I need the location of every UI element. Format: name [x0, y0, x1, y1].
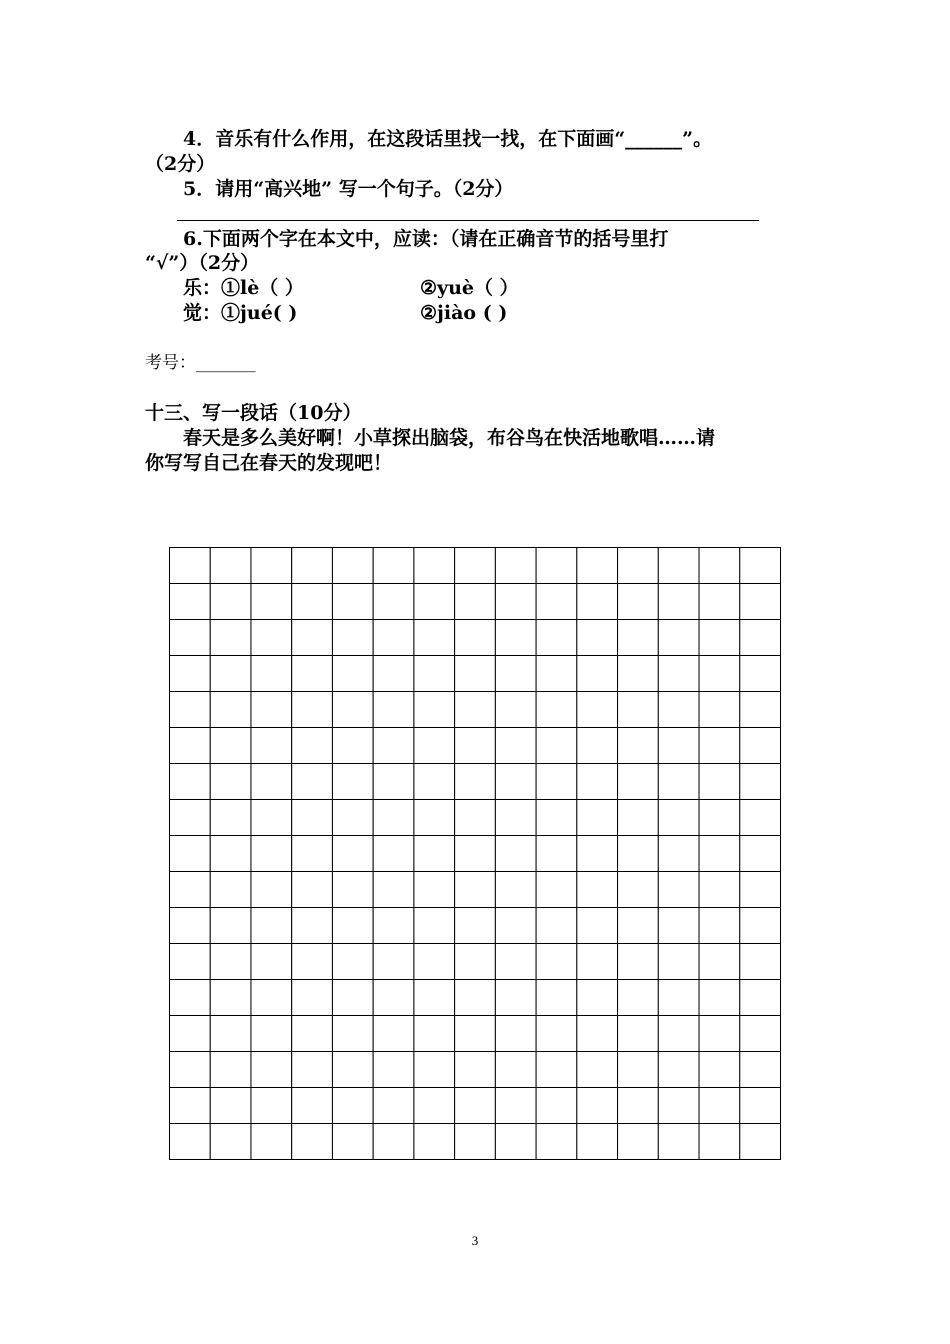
grid-cell[interactable]: [170, 908, 211, 944]
section-13-prompt-line-1: 春天是多么美好啊！小草探出脑袋，布谷鸟在快活地歌唱……请: [183, 427, 716, 449]
grid-cell[interactable]: [170, 548, 211, 584]
grid-cell[interactable]: [170, 1124, 211, 1160]
grid-cell[interactable]: [210, 800, 251, 836]
grid-cell[interactable]: [536, 1124, 577, 1160]
grid-cell[interactable]: [577, 800, 618, 836]
grid-cell[interactable]: [455, 584, 496, 620]
grid-cell[interactable]: [618, 620, 659, 656]
grid-cell[interactable]: [495, 872, 536, 908]
grid-cell[interactable]: [455, 980, 496, 1016]
grid-cell[interactable]: [699, 692, 740, 728]
grid-cell[interactable]: [210, 728, 251, 764]
grid-cell[interactable]: [495, 800, 536, 836]
grid-cell[interactable]: [658, 584, 699, 620]
grid-cell[interactable]: [495, 944, 536, 980]
grid-cell[interactable]: [210, 1052, 251, 1088]
grid-cell[interactable]: [373, 620, 414, 656]
grid-cell[interactable]: [414, 908, 455, 944]
grid-cell[interactable]: [699, 944, 740, 980]
grid-cell[interactable]: [699, 764, 740, 800]
grid-cell[interactable]: [292, 944, 333, 980]
grid-cell[interactable]: [577, 908, 618, 944]
grid-cell[interactable]: [740, 692, 781, 728]
grid-cell[interactable]: [414, 692, 455, 728]
grid-cell[interactable]: [658, 656, 699, 692]
pinyin-option-jiao: ②jiào ( ): [420, 302, 508, 324]
question-5-line-1: 5．请用“高兴地” 写一个句子。（2分）: [183, 178, 514, 200]
grid-cell[interactable]: [740, 872, 781, 908]
grid-cell[interactable]: [658, 1124, 699, 1160]
grid-cell[interactable]: [210, 836, 251, 872]
grid-cell[interactable]: [251, 800, 292, 836]
grid-cell[interactable]: [170, 1016, 211, 1052]
grid-cell[interactable]: [251, 764, 292, 800]
grid-cell[interactable]: [373, 692, 414, 728]
grid-cell[interactable]: [251, 872, 292, 908]
grid-cell[interactable]: [536, 728, 577, 764]
grid-cell[interactable]: [455, 1088, 496, 1124]
grid-cell[interactable]: [210, 764, 251, 800]
grid-cell[interactable]: [332, 908, 373, 944]
grid-cell[interactable]: [332, 872, 373, 908]
grid-cell[interactable]: [210, 944, 251, 980]
grid-cell[interactable]: [577, 728, 618, 764]
grid-cell[interactable]: [455, 656, 496, 692]
grid-cell[interactable]: [699, 620, 740, 656]
grid-cell[interactable]: [658, 908, 699, 944]
grid-cell[interactable]: [414, 836, 455, 872]
grid-cell[interactable]: [699, 1052, 740, 1088]
grid-cell[interactable]: [332, 692, 373, 728]
grid-cell[interactable]: [455, 1124, 496, 1160]
grid-cell[interactable]: [332, 1016, 373, 1052]
grid-cell[interactable]: [332, 548, 373, 584]
grid-cell[interactable]: [495, 980, 536, 1016]
grid-cell[interactable]: [740, 1088, 781, 1124]
grid-cell[interactable]: [618, 872, 659, 908]
grid-cell[interactable]: [210, 584, 251, 620]
grid-cell[interactable]: [577, 836, 618, 872]
grid-cell[interactable]: [658, 800, 699, 836]
grid-cell[interactable]: [577, 980, 618, 1016]
grid-cell[interactable]: [658, 944, 699, 980]
grid-cell[interactable]: [251, 620, 292, 656]
grid-cell[interactable]: [495, 1124, 536, 1160]
grid-cell[interactable]: [332, 620, 373, 656]
grid-cell[interactable]: [251, 692, 292, 728]
grid-cell[interactable]: [210, 656, 251, 692]
grid-cell[interactable]: [740, 836, 781, 872]
grid-cell[interactable]: [210, 1016, 251, 1052]
grid-cell[interactable]: [373, 728, 414, 764]
grid-cell[interactable]: [577, 944, 618, 980]
grid-cell[interactable]: [455, 800, 496, 836]
grid-cell[interactable]: [699, 548, 740, 584]
grid-cell[interactable]: [455, 872, 496, 908]
grid-cell[interactable]: [658, 836, 699, 872]
grid-cell[interactable]: [699, 908, 740, 944]
grid-cell[interactable]: [292, 692, 333, 728]
grid-cell[interactable]: [658, 548, 699, 584]
grid-cell[interactable]: [414, 656, 455, 692]
grid-cell[interactable]: [210, 692, 251, 728]
grid-cell[interactable]: [740, 764, 781, 800]
grid-cell[interactable]: [292, 836, 333, 872]
grid-cell[interactable]: [699, 584, 740, 620]
grid-cell[interactable]: [455, 1016, 496, 1052]
grid-cell[interactable]: [699, 836, 740, 872]
grid-cell[interactable]: [740, 620, 781, 656]
grid-cell[interactable]: [414, 1088, 455, 1124]
grid-cell[interactable]: [210, 1088, 251, 1124]
grid-cell[interactable]: [577, 692, 618, 728]
grid-cell[interactable]: [577, 548, 618, 584]
grid-cell[interactable]: [251, 944, 292, 980]
grid-cell[interactable]: [292, 1124, 333, 1160]
grid-cell[interactable]: [577, 656, 618, 692]
grid-cell[interactable]: [170, 1052, 211, 1088]
grid-cell[interactable]: [536, 1052, 577, 1088]
grid-cell[interactable]: [251, 980, 292, 1016]
grid-cell[interactable]: [332, 800, 373, 836]
grid-cell[interactable]: [536, 656, 577, 692]
grid-cell[interactable]: [740, 548, 781, 584]
grid-cell[interactable]: [170, 728, 211, 764]
grid-cell[interactable]: [618, 836, 659, 872]
grid-cell[interactable]: [618, 1124, 659, 1160]
grid-cell[interactable]: [292, 1088, 333, 1124]
grid-cell[interactable]: [495, 584, 536, 620]
grid-cell[interactable]: [658, 764, 699, 800]
grid-cell[interactable]: [658, 728, 699, 764]
grid-cell[interactable]: [210, 1124, 251, 1160]
grid-cell[interactable]: [414, 800, 455, 836]
grid-cell[interactable]: [699, 800, 740, 836]
grid-cell[interactable]: [536, 620, 577, 656]
grid-cell[interactable]: [373, 548, 414, 584]
grid-cell[interactable]: [170, 836, 211, 872]
grid-cell[interactable]: [414, 620, 455, 656]
grid-cell[interactable]: [414, 728, 455, 764]
pinyin-option-le: 乐：①lè（ ）: [183, 277, 304, 299]
grid-cell[interactable]: [618, 656, 659, 692]
grid-cell[interactable]: [373, 584, 414, 620]
grid-cell[interactable]: [414, 1124, 455, 1160]
grid-cell[interactable]: [495, 656, 536, 692]
grid-cell[interactable]: [495, 728, 536, 764]
grid-cell[interactable]: [414, 980, 455, 1016]
grid-cell[interactable]: [536, 1016, 577, 1052]
grid-cell[interactable]: [251, 548, 292, 584]
grid-cell[interactable]: [332, 980, 373, 1016]
grid-cell[interactable]: [740, 1052, 781, 1088]
grid-cell[interactable]: [414, 1052, 455, 1088]
grid-cell[interactable]: [292, 584, 333, 620]
grid-cell[interactable]: [577, 872, 618, 908]
grid-cell[interactable]: [170, 764, 211, 800]
grid-cell[interactable]: [373, 944, 414, 980]
grid-cell[interactable]: [536, 872, 577, 908]
grid-cell[interactable]: [332, 728, 373, 764]
grid-cell[interactable]: [414, 764, 455, 800]
grid-cell[interactable]: [699, 980, 740, 1016]
grid-cell[interactable]: [292, 1016, 333, 1052]
grid-cell[interactable]: [699, 1088, 740, 1124]
grid-cell[interactable]: [577, 620, 618, 656]
grid-cell[interactable]: [577, 1088, 618, 1124]
grid-cell[interactable]: [210, 872, 251, 908]
exam-number-field: 考号：_______: [145, 353, 256, 373]
grid-cell[interactable]: [577, 1052, 618, 1088]
grid-cell[interactable]: [455, 1052, 496, 1088]
grid-cell[interactable]: [495, 1052, 536, 1088]
grid-cell[interactable]: [618, 944, 659, 980]
grid-cell[interactable]: [536, 548, 577, 584]
answer-line: [177, 220, 759, 221]
grid-cell[interactable]: [170, 584, 211, 620]
writing-grid[interactable]: [169, 547, 781, 1160]
grid-cell[interactable]: [210, 908, 251, 944]
grid-cell[interactable]: [292, 548, 333, 584]
grid-cell[interactable]: [658, 620, 699, 656]
grid-cell[interactable]: [618, 1088, 659, 1124]
grid-cell[interactable]: [455, 728, 496, 764]
grid-cell[interactable]: [495, 836, 536, 872]
grid-cell[interactable]: [699, 728, 740, 764]
pinyin-option-jue: 觉：①jué( ): [183, 302, 298, 324]
grid-cell[interactable]: [536, 908, 577, 944]
grid-cell[interactable]: [373, 1016, 414, 1052]
grid-cell[interactable]: [455, 836, 496, 872]
grid-cell[interactable]: [618, 1016, 659, 1052]
grid-cell[interactable]: [292, 872, 333, 908]
grid-cell[interactable]: [618, 548, 659, 584]
grid-cell[interactable]: [495, 620, 536, 656]
question-6-line-1: 6.下面两个字在本文中，应读：（请在正确音节的括号里打: [183, 228, 669, 250]
pinyin-option-yue: ②yuè（ ）: [420, 277, 519, 299]
grid-cell[interactable]: [251, 836, 292, 872]
grid-cell[interactable]: [251, 584, 292, 620]
grid-cell[interactable]: [170, 944, 211, 980]
grid-cell[interactable]: [699, 1016, 740, 1052]
grid-cell[interactable]: [373, 980, 414, 1016]
grid-cell[interactable]: [292, 1052, 333, 1088]
grid-cell[interactable]: [414, 1016, 455, 1052]
grid-cell[interactable]: [210, 620, 251, 656]
grid-cell[interactable]: [618, 1052, 659, 1088]
grid-cell[interactable]: [618, 800, 659, 836]
grid-cell[interactable]: [618, 980, 659, 1016]
grid-cell[interactable]: [740, 800, 781, 836]
grid-cell[interactable]: [373, 1088, 414, 1124]
grid-cell[interactable]: [373, 872, 414, 908]
grid-cell[interactable]: [536, 1088, 577, 1124]
grid-cell[interactable]: [740, 908, 781, 944]
grid-cell[interactable]: [251, 656, 292, 692]
grid-cell[interactable]: [536, 800, 577, 836]
grid-cell[interactable]: [577, 764, 618, 800]
grid-cell[interactable]: [495, 764, 536, 800]
page-number: 3: [471, 1233, 479, 1248]
grid-cell[interactable]: [699, 656, 740, 692]
grid-cell[interactable]: [251, 1016, 292, 1052]
grid-cell[interactable]: [251, 1088, 292, 1124]
grid-cell[interactable]: [170, 1088, 211, 1124]
grid-cell[interactable]: [618, 764, 659, 800]
grid-cell[interactable]: [455, 692, 496, 728]
grid-cell[interactable]: [251, 908, 292, 944]
grid-cell[interactable]: [373, 800, 414, 836]
grid-cell[interactable]: [251, 728, 292, 764]
grid-cell[interactable]: [332, 1124, 373, 1160]
grid-cell[interactable]: [536, 836, 577, 872]
grid-cell[interactable]: [332, 944, 373, 980]
grid-cell[interactable]: [210, 548, 251, 584]
grid-cell[interactable]: [495, 548, 536, 584]
grid-cell[interactable]: [373, 656, 414, 692]
grid-cell[interactable]: [332, 584, 373, 620]
grid-cell[interactable]: [618, 584, 659, 620]
grid-cell[interactable]: [414, 548, 455, 584]
grid-cell[interactable]: [170, 656, 211, 692]
question-6-line-2: “√”）（2分）: [145, 252, 260, 274]
grid-cell[interactable]: [455, 548, 496, 584]
section-13-title: 十三、写一段话（10分）: [145, 402, 362, 424]
grid-cell[interactable]: [373, 764, 414, 800]
grid-cell[interactable]: [292, 908, 333, 944]
grid-cell[interactable]: [658, 980, 699, 1016]
grid-cell[interactable]: [618, 728, 659, 764]
grid-cell[interactable]: [210, 980, 251, 1016]
grid-cell[interactable]: [658, 692, 699, 728]
grid-cell[interactable]: [292, 980, 333, 1016]
grid-cell[interactable]: [292, 800, 333, 836]
grid-cell[interactable]: [373, 1052, 414, 1088]
grid-cell[interactable]: [658, 1052, 699, 1088]
grid-cell[interactable]: [455, 908, 496, 944]
grid-cell[interactable]: [740, 584, 781, 620]
grid-cell[interactable]: [170, 692, 211, 728]
grid-cell[interactable]: [699, 872, 740, 908]
grid-cell[interactable]: [332, 656, 373, 692]
section-13-prompt-line-2: 你写写自己在春天的发现吧！: [145, 452, 393, 474]
grid-cell[interactable]: [455, 764, 496, 800]
grid-cell[interactable]: [740, 1124, 781, 1160]
grid-cell[interactable]: [536, 980, 577, 1016]
grid-cell[interactable]: [373, 836, 414, 872]
grid-cell[interactable]: [495, 908, 536, 944]
grid-cell[interactable]: [332, 1088, 373, 1124]
grid-cell[interactable]: [414, 944, 455, 980]
question-4-line-2: （2分）: [145, 153, 216, 175]
grid-cell[interactable]: [536, 764, 577, 800]
grid-cell[interactable]: [740, 728, 781, 764]
grid-cell[interactable]: [740, 980, 781, 1016]
grid-cell[interactable]: [536, 584, 577, 620]
grid-cell[interactable]: [577, 1016, 618, 1052]
grid-cell[interactable]: [536, 944, 577, 980]
question-4-line-1: 4．音乐有什么作用，在这段话里找一找，在下面画“______”。: [183, 128, 713, 150]
grid-cell[interactable]: [170, 800, 211, 836]
grid-cell[interactable]: [455, 944, 496, 980]
grid-cell[interactable]: [618, 692, 659, 728]
grid-cell[interactable]: [699, 1124, 740, 1160]
grid-cell[interactable]: [292, 728, 333, 764]
grid-cell[interactable]: [373, 908, 414, 944]
grid-cell[interactable]: [251, 1052, 292, 1088]
grid-cell[interactable]: [332, 836, 373, 872]
grid-cell[interactable]: [577, 584, 618, 620]
grid-cell[interactable]: [292, 764, 333, 800]
grid-cell[interactable]: [740, 1016, 781, 1052]
grid-cell[interactable]: [658, 1088, 699, 1124]
grid-cell[interactable]: [414, 584, 455, 620]
grid-cell[interactable]: [170, 980, 211, 1016]
grid-cell[interactable]: [658, 1016, 699, 1052]
grid-cell[interactable]: [251, 1124, 292, 1160]
grid-cell[interactable]: [618, 908, 659, 944]
grid-cell[interactable]: [373, 1124, 414, 1160]
grid-cell[interactable]: [292, 620, 333, 656]
grid-cell[interactable]: [332, 1052, 373, 1088]
grid-cell[interactable]: [170, 620, 211, 656]
grid-cell[interactable]: [292, 656, 333, 692]
grid-cell[interactable]: [495, 1088, 536, 1124]
grid-cell[interactable]: [414, 872, 455, 908]
grid-cell[interactable]: [455, 620, 496, 656]
grid-cell[interactable]: [740, 656, 781, 692]
grid-cell[interactable]: [495, 1016, 536, 1052]
grid-cell[interactable]: [658, 872, 699, 908]
grid-cell[interactable]: [170, 872, 211, 908]
grid-cell[interactable]: [577, 1124, 618, 1160]
grid-cell[interactable]: [536, 692, 577, 728]
grid-cell[interactable]: [332, 764, 373, 800]
grid-cell[interactable]: [495, 692, 536, 728]
grid-cell[interactable]: [740, 944, 781, 980]
